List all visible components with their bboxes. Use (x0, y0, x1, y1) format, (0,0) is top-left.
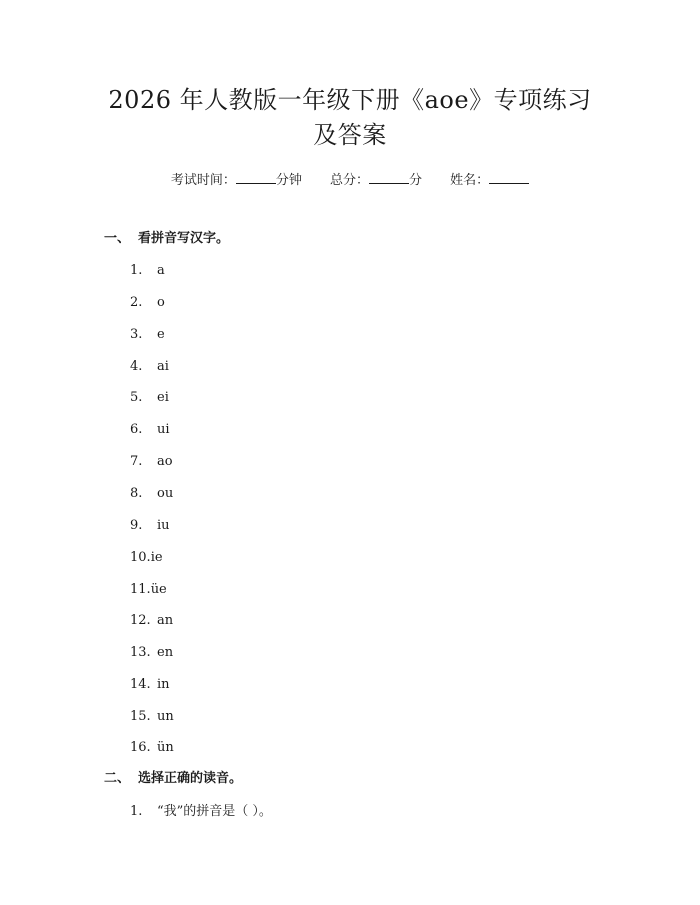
document-title-line-2: 及答案 (313, 121, 387, 149)
item-number: 14. (130, 677, 151, 692)
item-number: 1. (130, 804, 143, 819)
section-2-number: 二、 (104, 771, 131, 786)
item-number: 5. (130, 390, 143, 405)
total-score-unit: 分 (409, 173, 423, 188)
list-item (130, 580, 167, 600)
exam-time-field (171, 173, 306, 188)
list-item (130, 675, 170, 695)
item-pinyin: iu (157, 518, 170, 533)
item-number: 4. (130, 359, 143, 374)
item-number: 10. (130, 550, 151, 565)
exam-info-row (0, 169, 700, 191)
item-number: 2. (130, 295, 143, 310)
item-pinyin: ao (157, 454, 173, 469)
exam-time-label: 考试时间： (170, 173, 236, 188)
section-1-heading (104, 229, 229, 249)
section-2-heading (104, 769, 242, 789)
list-item (130, 643, 173, 663)
exam-time-unit: 分钟 (275, 173, 302, 188)
name-label: 姓名： (450, 173, 490, 188)
list-item (130, 484, 173, 504)
total-score-blank[interactable] (369, 169, 409, 184)
document-title-line-1: 2026 年人教版一年级下册《aoe》专项练习 (108, 86, 592, 114)
list-item (130, 420, 170, 440)
section-1-number: 一、 (104, 231, 131, 246)
item-pinyin: ou (157, 486, 174, 501)
section-1-title: 看拼音写汉字。 (138, 231, 230, 246)
item-pinyin: ün (157, 740, 174, 755)
item-number: 16. (130, 740, 151, 755)
name-field (450, 173, 529, 188)
item-pinyin: a (157, 263, 165, 278)
item-number: 13. (130, 645, 151, 660)
item-pinyin: ui (157, 422, 170, 437)
list-item (130, 516, 170, 536)
item-number: 12. (130, 613, 151, 628)
item-number: 11. (130, 582, 151, 597)
section-2-title: 选择正确的读音。 (138, 771, 243, 786)
question-item (130, 802, 272, 822)
item-number: 15. (130, 709, 151, 724)
list-item (130, 738, 174, 758)
item-pinyin: o (157, 295, 165, 310)
question-text: “我”的拼音是（ ）。 (157, 804, 272, 819)
item-number: 1. (130, 263, 143, 278)
exam-time-blank[interactable] (236, 169, 276, 184)
name-blank[interactable] (489, 169, 529, 184)
total-score-field (330, 173, 426, 188)
item-number: 3. (130, 327, 143, 342)
list-item (130, 611, 173, 631)
list-item (130, 325, 165, 345)
total-score-label: 总分： (329, 173, 369, 188)
list-item (130, 548, 163, 568)
item-number: 8. (130, 486, 143, 501)
list-item (130, 707, 174, 727)
item-pinyin: an (157, 613, 174, 628)
item-pinyin: ei (157, 390, 169, 405)
list-item (130, 452, 173, 472)
list-item (130, 357, 169, 377)
item-pinyin: üe (150, 582, 167, 597)
item-number: 6. (130, 422, 143, 437)
item-number: 9. (130, 518, 143, 533)
item-pinyin: ai (157, 359, 169, 374)
item-pinyin: un (157, 709, 174, 724)
item-pinyin: ie (150, 550, 163, 565)
item-pinyin: en (157, 645, 174, 660)
list-item (130, 293, 165, 313)
list-item (130, 261, 165, 281)
item-pinyin: e (157, 327, 165, 342)
list-item (130, 388, 169, 408)
item-pinyin: in (157, 677, 170, 692)
item-number: 7. (130, 454, 143, 469)
